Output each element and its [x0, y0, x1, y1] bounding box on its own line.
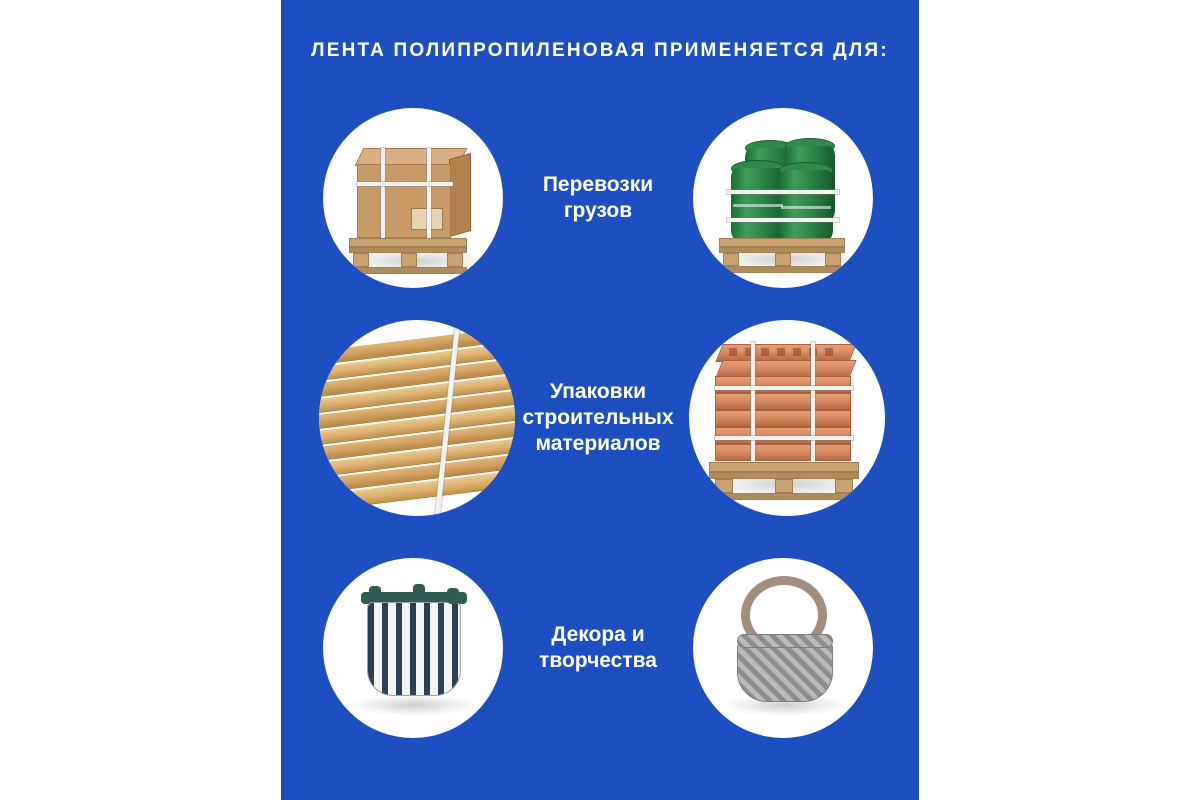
image-grey-woven-basket-with-handle: [693, 558, 873, 738]
row-building-materials: [281, 320, 919, 542]
poster: [281, 0, 919, 800]
row-label-decor: Декора и творчества: [539, 622, 657, 672]
row-label-transport: Перевозки грузов: [542, 172, 654, 222]
image-strapped-cardboard-box-on-pallet: [323, 108, 503, 288]
image-woven-decorative-basket: [323, 558, 503, 738]
page-title: ЛЕНТА ПОЛИПРОПИЛЕНОВАЯ ПРИМЕНЯЕТСЯ ДЛЯ:: [311, 40, 889, 61]
row-label-building-materials: Упаковки строительных материалов: [522, 379, 674, 456]
row-decor: [281, 550, 919, 772]
image-green-barrels-on-pallet: [693, 108, 873, 288]
image-stacked-wooden-planks: [319, 320, 515, 516]
image-brick-pallet: [689, 320, 885, 516]
row-transport: [281, 100, 919, 322]
